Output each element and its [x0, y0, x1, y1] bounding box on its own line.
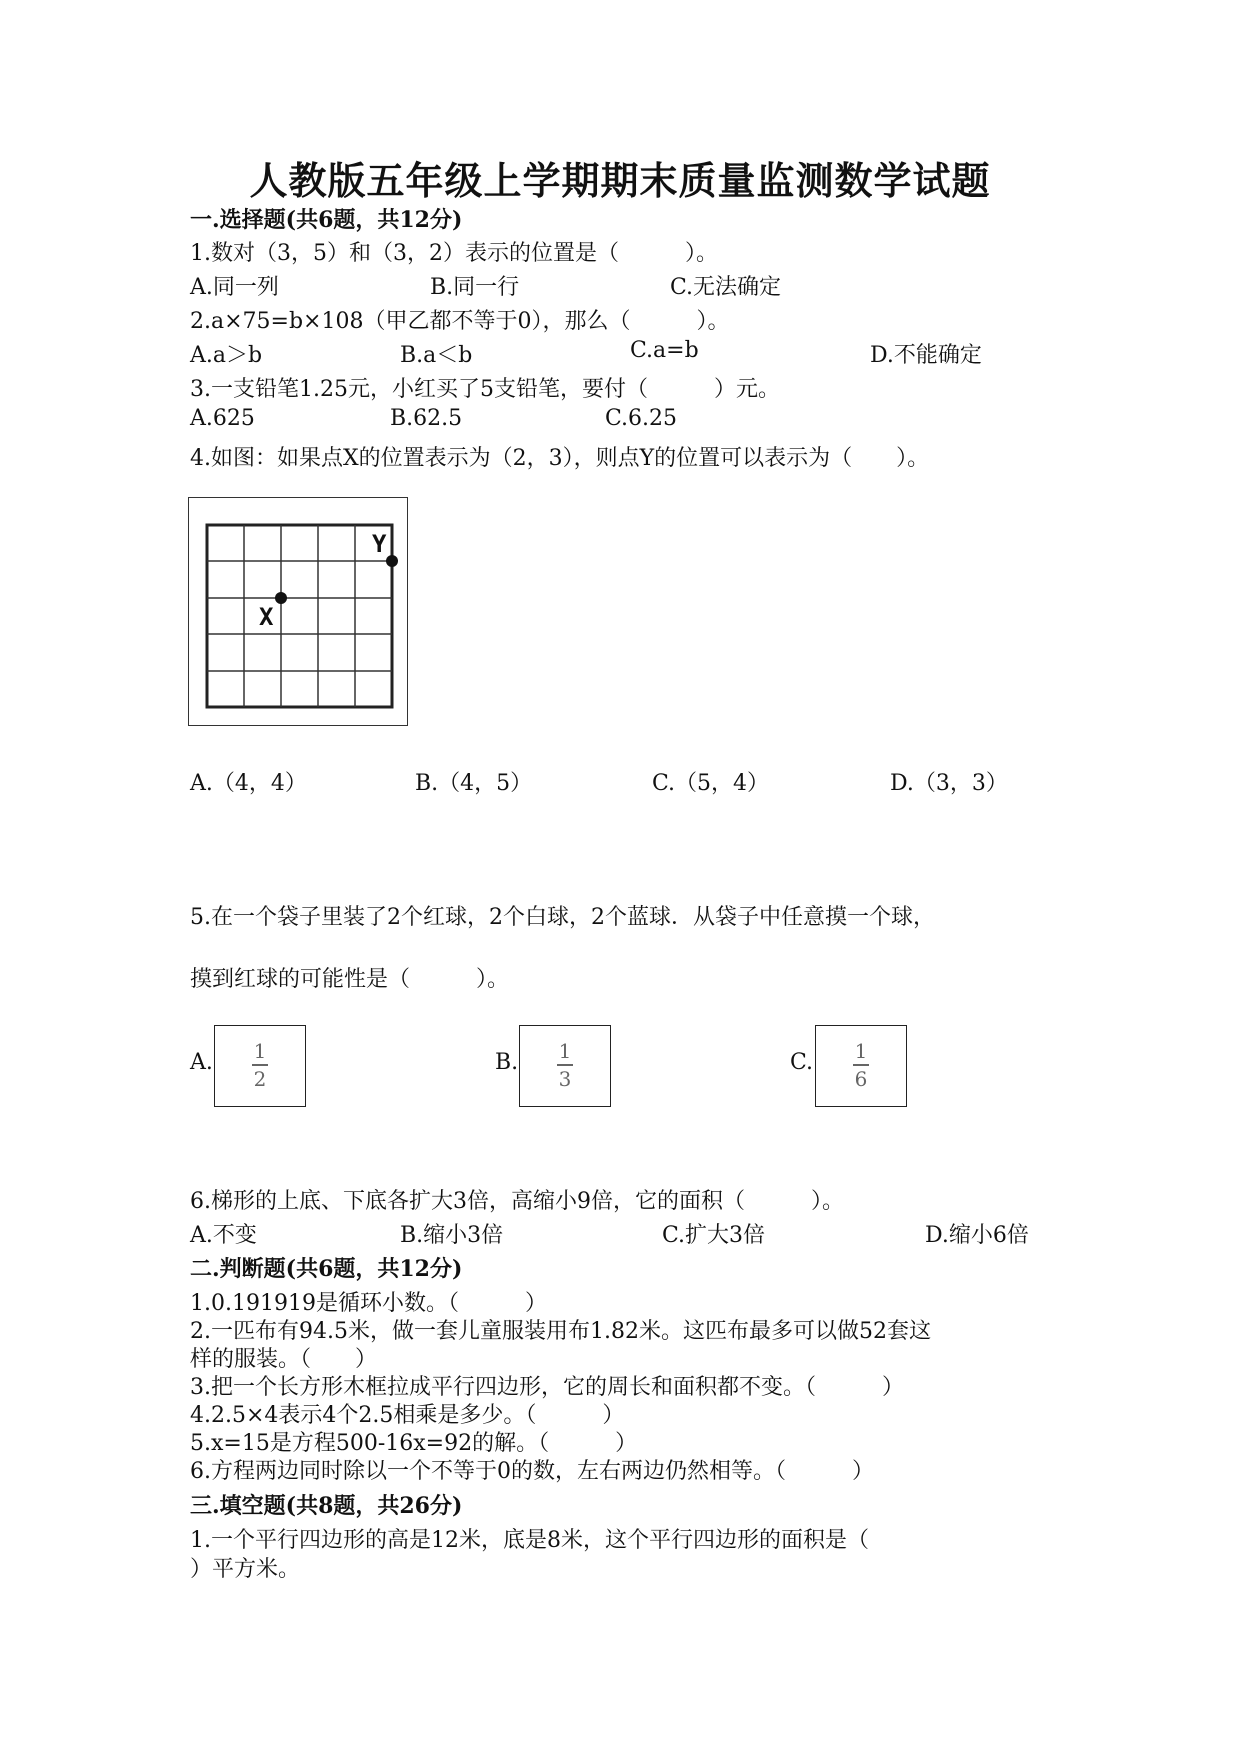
question-4-option-d: D.（3，3） [890, 771, 1008, 796]
question-5-option-c-fraction [815, 1025, 907, 1107]
question-2-option-c: C.a=b [630, 338, 699, 363]
question-6-option-a: A.不变 [190, 1223, 257, 1248]
question-3-option-b: B.62.5 [390, 406, 463, 431]
section-heading-fill: 三.填空题(共8题，共26分) [190, 1493, 463, 1519]
judge-4: 4.2.5×4表示4个2.5相乘是多少。（ ） [190, 1403, 625, 1428]
question-3-option-a: A.625 [190, 406, 255, 431]
question-2-option-a: A.a＞b [190, 343, 263, 368]
judge-2-line1: 2.一匹布有94.5米，做一套儿童服装用布1.82米。这匹布最多可以做52套这 [190, 1319, 931, 1344]
point-y-label: Y [372, 530, 387, 558]
question-1-stem: 1.数对（3，5）和（3，2）表示的位置是（ ）。 [190, 241, 718, 266]
question-5-option-c-label: C. [790, 1050, 814, 1075]
question-3-option-c: C.6.25 [605, 406, 678, 431]
section-heading-judge: 二.判断题(共6题，共12分) [190, 1256, 463, 1282]
coordinate-grid [189, 498, 409, 727]
question-4-stem: 4.如图：如果点X的位置表示为（2，3），则点Y的位置可以表示为（ ）。 [190, 446, 930, 471]
question-1-option-a: A.同一列 [190, 275, 279, 300]
question-3-stem: 3.一支铅笔1.25元，小红买了5支铅笔，要付（ ）元。 [190, 377, 780, 402]
judge-1: 1.0.191919是循环小数。（ ） [190, 1291, 547, 1316]
question-2-stem: 2.a×75=b×108（甲乙都不等于0），那么（ ）。 [190, 309, 730, 334]
point-y-dot [386, 555, 398, 567]
fraction-bar [557, 1064, 573, 1066]
question-4-option-a: A.（4，4） [190, 771, 307, 796]
point-x-label: X [259, 603, 274, 631]
grid-figure [188, 497, 408, 726]
question-5-stem-line1: 5.在一个袋子里装了2个红球，2个白球，2个蓝球．从袋子中任意摸一个球， [190, 905, 935, 930]
judge-2-line2: 样的服装。（ ） [190, 1347, 378, 1372]
question-4-option-c: C.（5，4） [652, 771, 770, 796]
question-6-stem: 6.梯形的上底、下底各扩大3倍，高缩小9倍，它的面积（ ）。 [190, 1189, 844, 1214]
question-5-stem-line2: 摸到红球的可能性是（ ）。 [190, 967, 510, 992]
fraction-bar [252, 1064, 268, 1066]
fraction-denominator: 6 [854, 1066, 868, 1091]
question-1-option-b: B.同一行 [430, 275, 520, 300]
fraction-bar [853, 1064, 869, 1066]
point-x-dot [275, 592, 287, 604]
question-1-option-c: C.无法确定 [670, 275, 782, 300]
judge-3: 3.把一个长方形木框拉成平行四边形，它的周长和面积都不变。（ ） [190, 1375, 904, 1400]
question-6-option-b: B.缩小3倍 [400, 1223, 504, 1248]
fill-1-line1: 1.一个平行四边形的高是12米，底是8米，这个平行四边形的面积是（ [190, 1528, 869, 1553]
question-4-option-b: B.（4，5） [415, 771, 533, 796]
section-heading-choice: 一.选择题(共6题，共12分) [190, 207, 463, 233]
fraction-numerator: 1 [854, 1039, 868, 1063]
fraction-denominator: 2 [253, 1066, 267, 1091]
fill-1-line2: ）平方米。 [190, 1557, 301, 1582]
judge-5: 5.x=15是方程500-16x=92的解。（ ） [190, 1431, 638, 1456]
page-title: 人教版五年级上学期期末质量监测数学试题 [249, 158, 991, 203]
question-5-option-a-fraction [214, 1025, 306, 1107]
question-5-option-a-label: A. [190, 1050, 213, 1075]
question-2-option-b: B.a＜b [400, 343, 473, 368]
question-5-option-b-fraction [519, 1025, 611, 1107]
fraction-denominator: 3 [558, 1066, 572, 1091]
question-2-option-d: D.不能确定 [870, 343, 982, 368]
question-6-option-d: D.缩小6倍 [925, 1223, 1029, 1248]
question-6-option-c: C.扩大3倍 [662, 1223, 766, 1248]
question-5-option-b-label: B. [495, 1050, 519, 1075]
judge-6: 6.方程两边同时除以一个不等于0的数，左右两边仍然相等。（ ） [190, 1459, 874, 1484]
fraction-numerator: 1 [253, 1039, 267, 1063]
fraction-numerator: 1 [558, 1039, 572, 1063]
